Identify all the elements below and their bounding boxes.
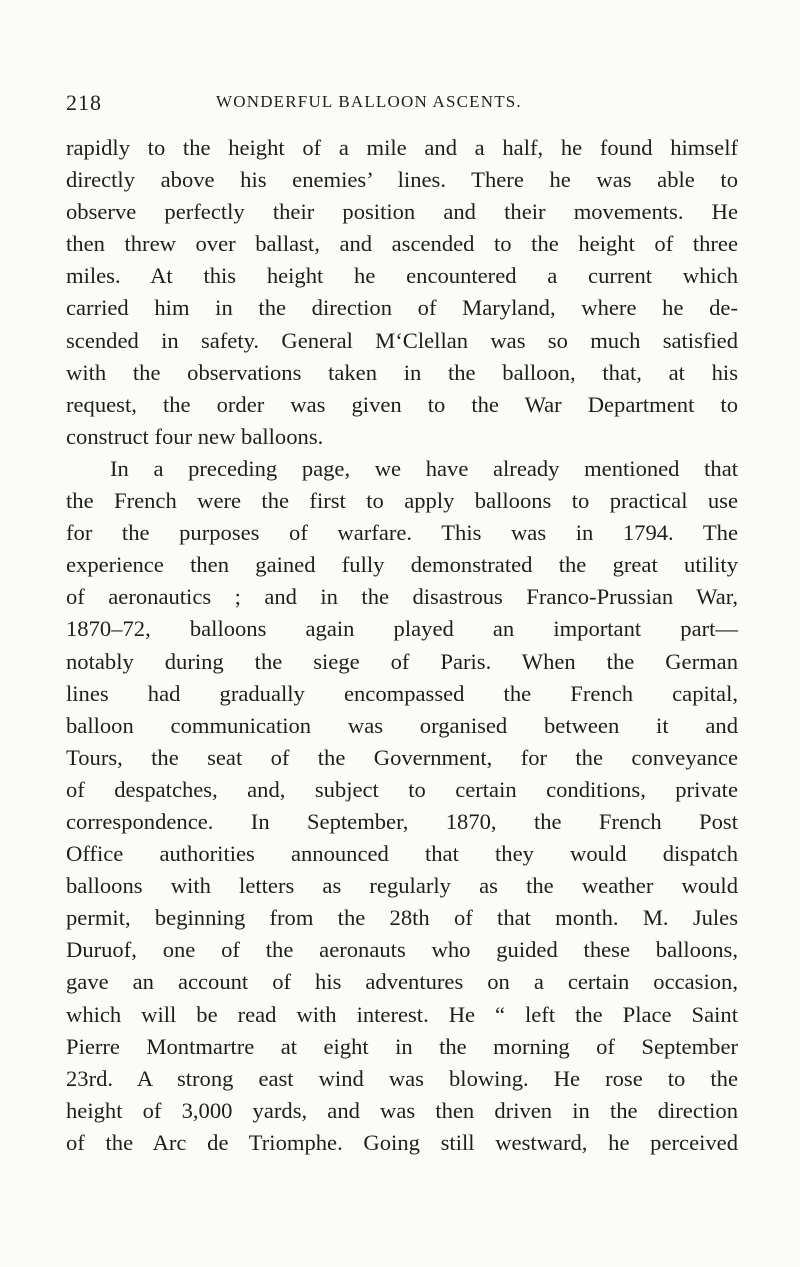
text-line: with the observations taken in the balloon, that, at his <box>66 359 738 385</box>
text-line: the French were the first to apply balloons to practical use <box>66 488 738 514</box>
text-line: correspondence. In September, 1870, the French Post <box>66 808 738 834</box>
text-line: permit, beginning from the 28th of that month. M. Jules <box>66 905 738 931</box>
text-line: directly above his enemies’ lines. There he was able to <box>66 167 738 193</box>
text-line: height of 3,000 yards, and was then driven in the direction <box>66 1097 738 1123</box>
text-line: lines had gradually encompassed the French capital, <box>66 680 738 706</box>
text-line: rapidly to the height of a mile and a half, he found himself <box>66 135 738 160</box>
text-line: scended in safety. General M‘Clellan was so much satisfied <box>66 327 738 353</box>
text-line: 23rd. A strong east wind was blowing. He rose to the <box>66 1065 738 1091</box>
page-header <box>66 90 736 118</box>
text-line: Tours, the seat of the Government, for the conveyance <box>66 744 738 770</box>
text-line: gave an account of his adventures on a certain occasion, <box>66 969 738 995</box>
text-line: Pierre Montmartre at eight in the morning of September <box>66 1033 738 1059</box>
text-line: request, the order was given to the War Department to <box>66 391 738 417</box>
text-line: observe perfectly their position and their movements. He <box>66 199 738 225</box>
text-line: balloons with letters as regularly as the weather would <box>66 873 738 899</box>
text-line: Office authorities announced that they would dispatch <box>66 841 738 867</box>
text-line: of the Arc de Triomphe. Going still westward, he perceived <box>66 1129 738 1155</box>
running-title: WONDERFUL BALLOON ASCENTS. <box>216 92 522 111</box>
text-line: carried him in the direction of Maryland, where he de- <box>66 295 738 321</box>
text-line: of aeronautics ; and in the disastrous Franco-Prussian War, <box>66 584 738 610</box>
text-line: Duruof, one of the aeronauts who guided these balloons, <box>66 937 738 963</box>
paragraph-start-line: In a preceding page, we have already mentioned that <box>110 455 738 481</box>
text-line: of despatches, and, subject to certain conditions, private <box>66 776 738 802</box>
paragraph-end-line: construct four new balloons. <box>66 423 324 449</box>
text-line: then threw over ballast, and ascended to the height of three <box>66 231 738 257</box>
text-line: notably during the siege of Paris. When the German <box>66 648 738 674</box>
text-line: 1870–72, balloons again played an important part— <box>66 616 738 642</box>
text-line: which will be read with interest. He “ left the Place Saint <box>66 1001 738 1027</box>
text-line: miles. At this height he encountered a current which <box>66 263 738 289</box>
text-line: balloon communication was organised between it and <box>66 712 738 738</box>
page-number: 218 <box>66 90 102 115</box>
body-text <box>66 132 738 1159</box>
text-line: experience then gained fully demonstrated the great utility <box>66 552 738 578</box>
text-line: for the purposes of warfare. This was in 1794. The <box>66 520 738 546</box>
